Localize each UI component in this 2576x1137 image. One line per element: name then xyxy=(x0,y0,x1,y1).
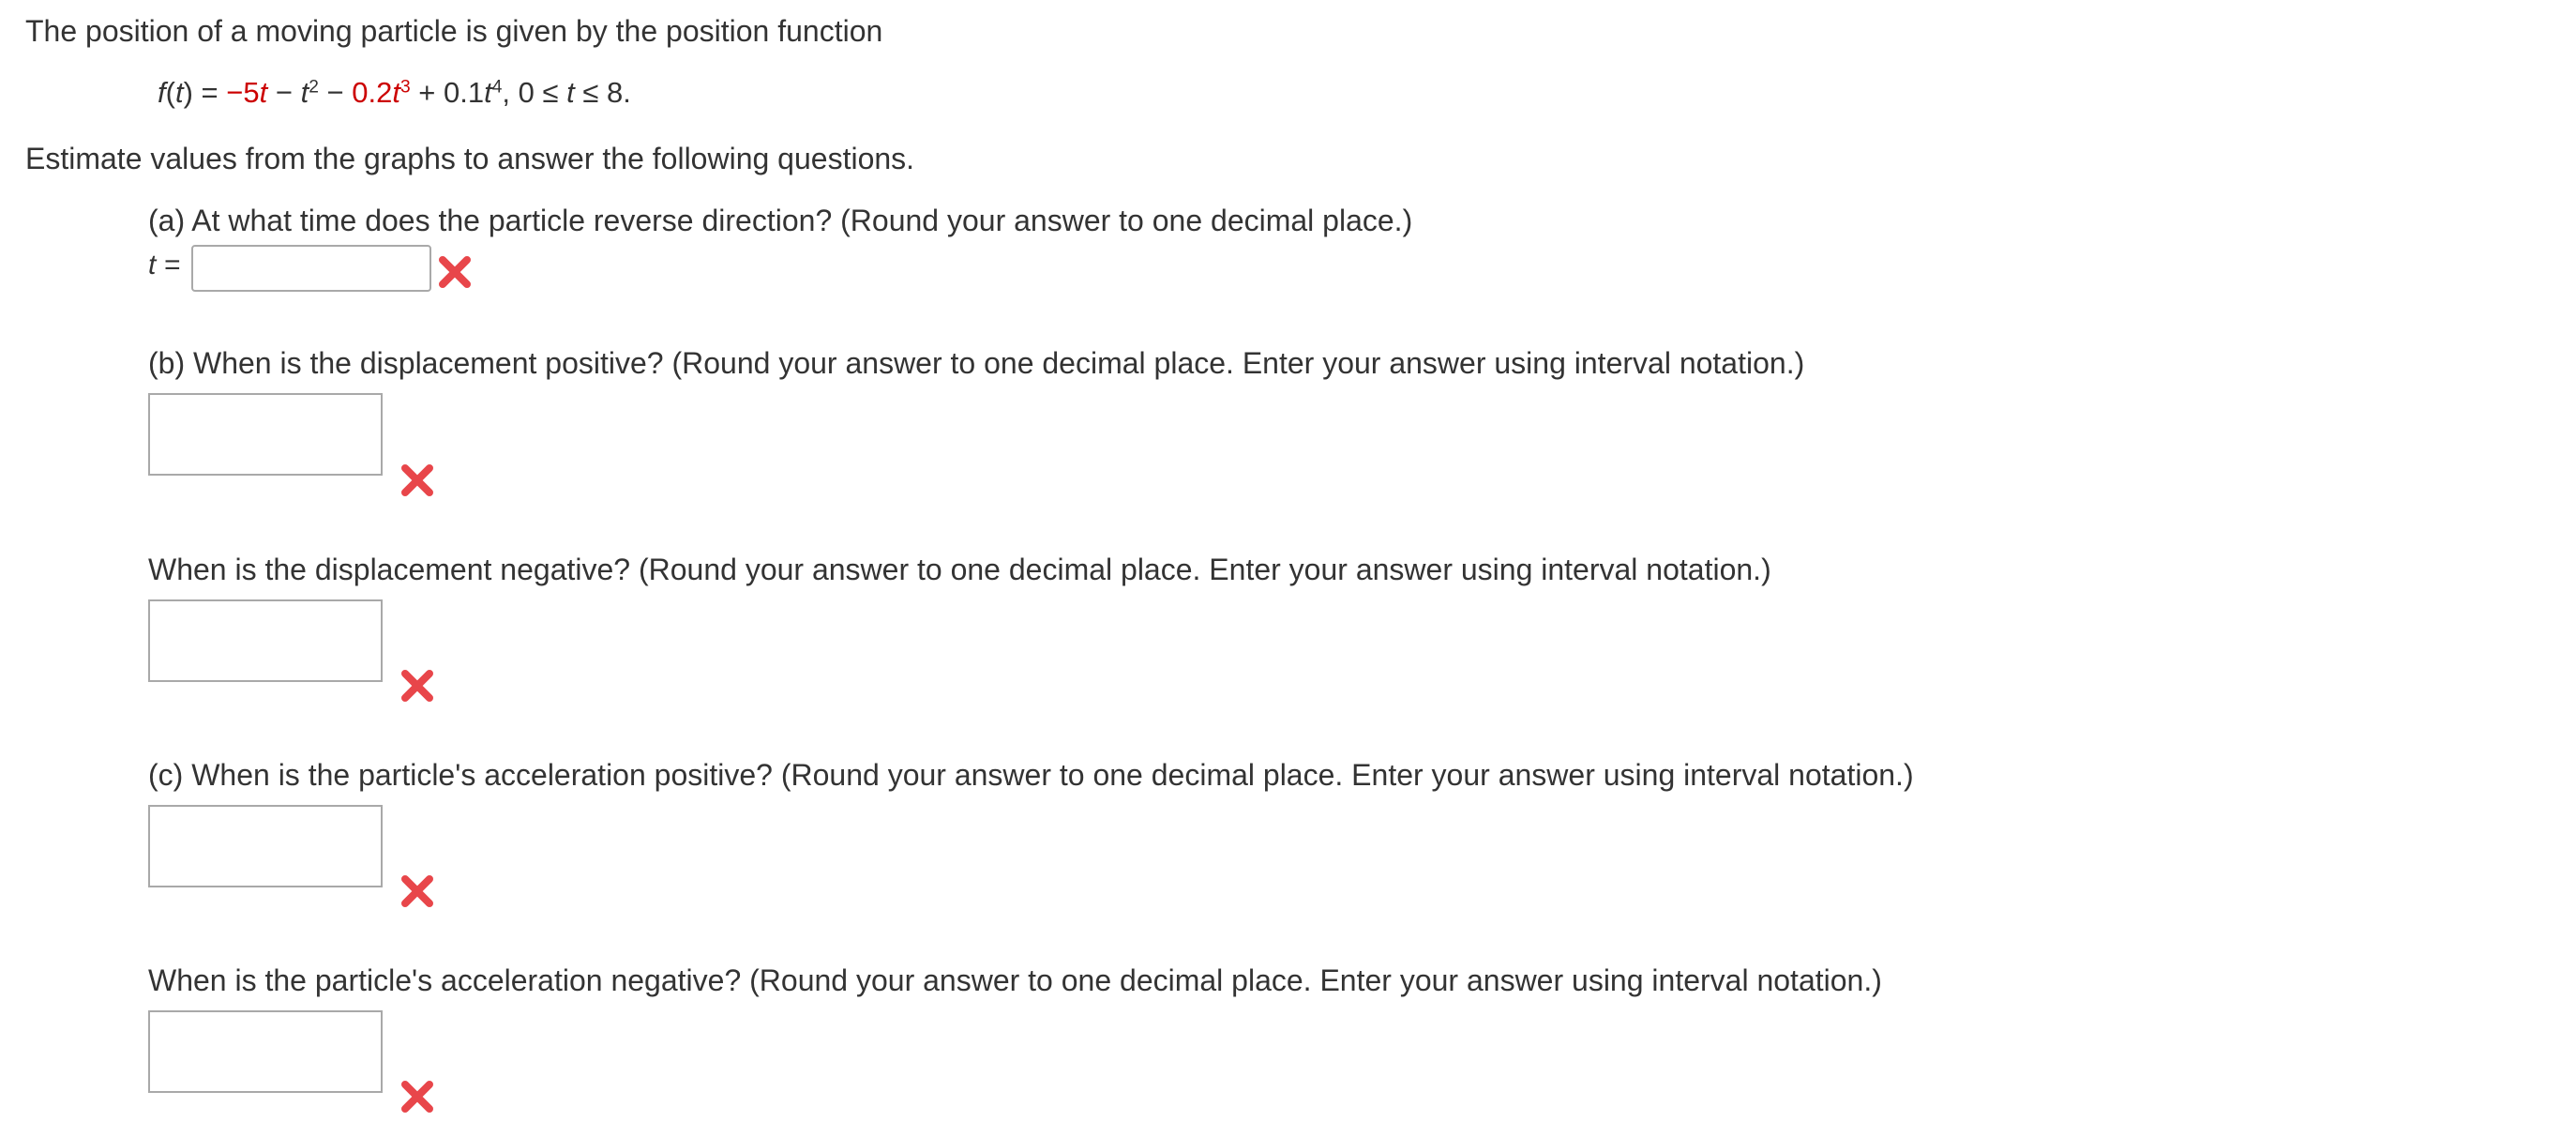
close-icon xyxy=(399,873,435,909)
close-icon xyxy=(399,1079,435,1114)
close-icon xyxy=(399,462,435,498)
close-icon xyxy=(399,668,435,704)
part-a-answer-input[interactable] xyxy=(191,245,431,292)
position-function: $f(t) = -5t - t^2 - 0.2t^3 + 0.1t^4$, 0 ≤ t ≤ 8. xyxy=(158,76,631,109)
part-c-positive-question: (c) When is the particle's acceleration positive? (Round your answer to one decimal place. Enter your answer using interval notation.) xyxy=(148,758,1914,792)
part-b-negative-input[interactable] xyxy=(148,599,383,682)
t-label: t = xyxy=(148,250,181,280)
part-b-positive-question: (b) When is the displacement positive? (Round your answer to one decimal place. Enter your answer using interval notation.) xyxy=(148,346,1805,380)
part-c-negative-input[interactable] xyxy=(148,1010,383,1093)
close-icon xyxy=(437,254,473,290)
instructions-text: Estimate values from the graphs to answer the following questions. xyxy=(25,142,915,175)
part-c-negative-question: When is the particle's acceleration negative? (Round your answer to one decimal place. Enter your answer using interval notation.) xyxy=(148,963,1882,997)
part-b-positive-input[interactable] xyxy=(148,393,383,476)
intro-text: The position of a moving particle is given by the position function xyxy=(25,14,883,48)
part-a-question: (a) At what time does the particle reverse direction? (Round your answer to one decimal place.) xyxy=(148,204,1413,237)
part-b-negative-question: When is the displacement negative? (Round your answer to one decimal place. Enter your answer using interval notation.) xyxy=(148,553,1771,586)
part-c-positive-input[interactable] xyxy=(148,805,383,887)
